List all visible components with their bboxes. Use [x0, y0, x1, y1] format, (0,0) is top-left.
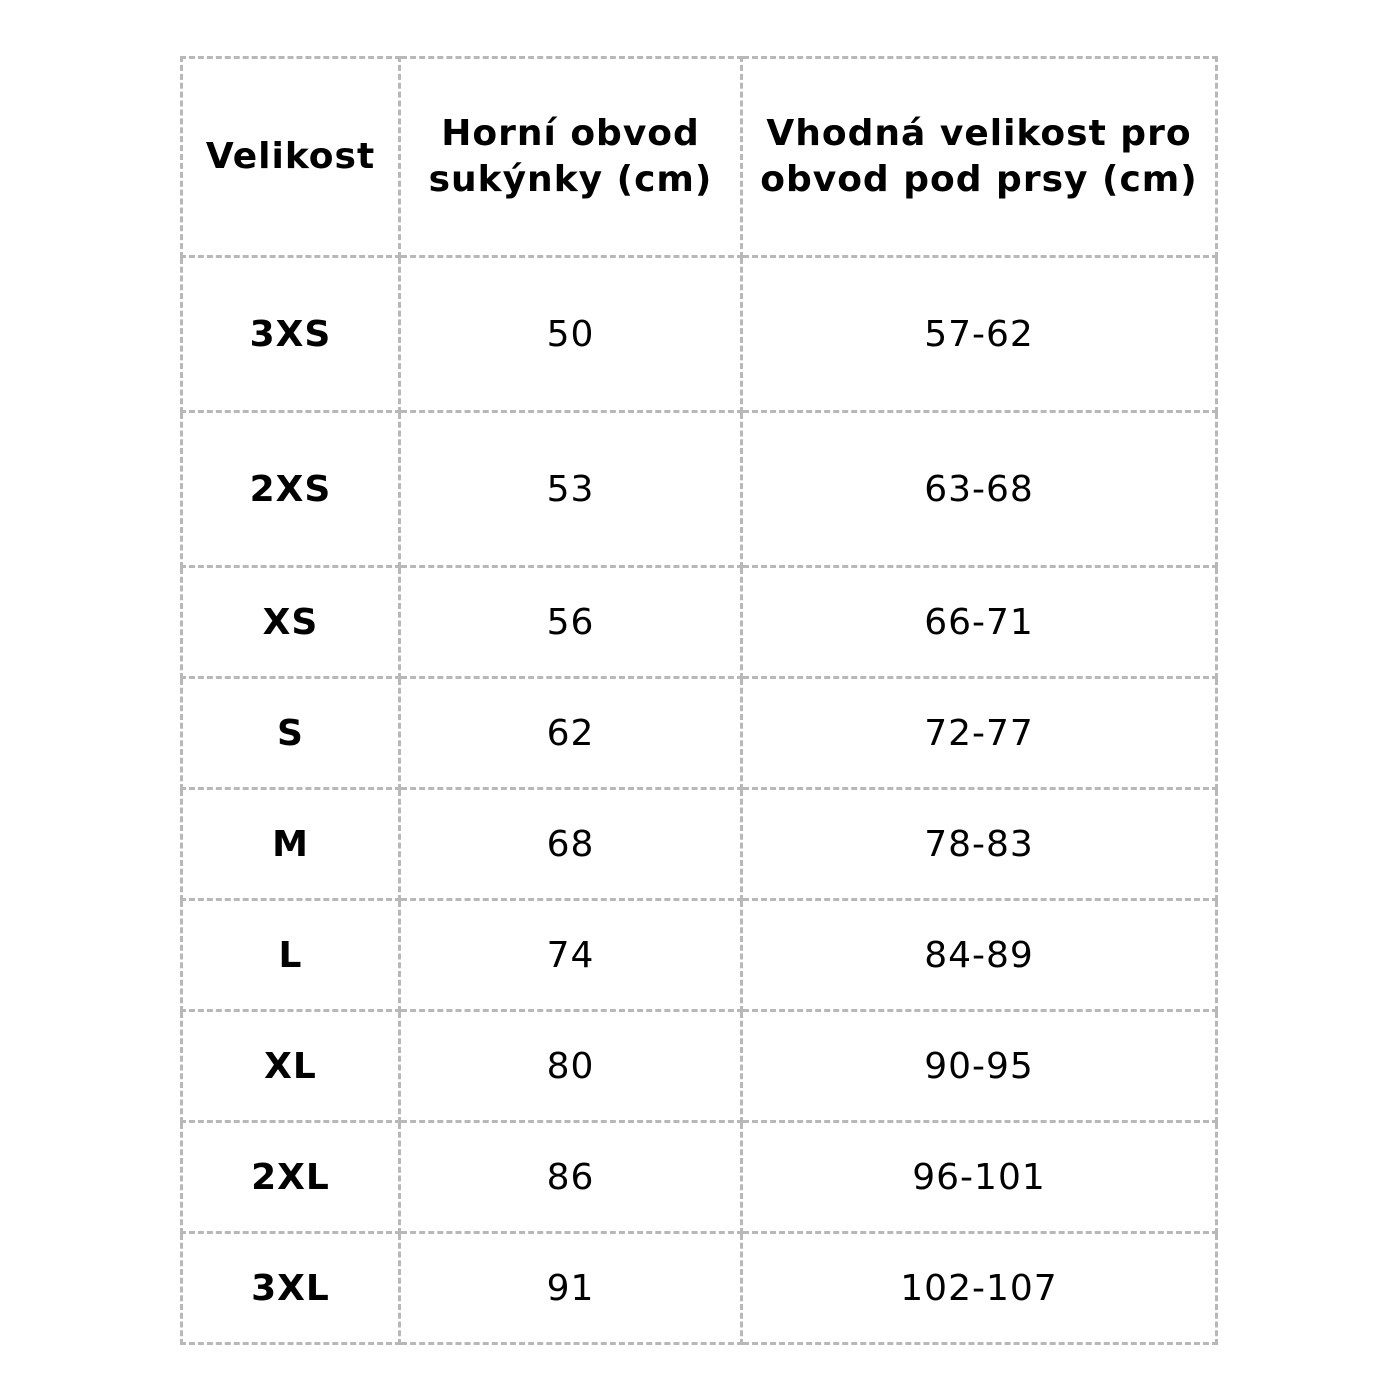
skirt-waist-cell: 50 [400, 257, 742, 412]
skirt-waist-cell: 56 [400, 567, 742, 678]
header-skirt-waist: Horní obvod sukýnky (cm) [400, 58, 742, 257]
size-cell: XL [182, 1011, 400, 1122]
size-cell: S [182, 678, 400, 789]
underbust-cell: 90-95 [742, 1011, 1217, 1122]
header-underbust: Vhodná velikost pro obvod pod prsy (cm) [742, 58, 1217, 257]
underbust-cell: 78-83 [742, 789, 1217, 900]
table-row [182, 1011, 1217, 1122]
table-row [182, 1233, 1217, 1344]
size-cell: M [182, 789, 400, 900]
table-row [182, 567, 1217, 678]
skirt-waist-cell: 74 [400, 900, 742, 1011]
table-row [182, 789, 1217, 900]
table-row [182, 412, 1217, 567]
size-cell: 3XS [182, 257, 400, 412]
table-row [182, 257, 1217, 412]
header-row [182, 58, 1217, 257]
underbust-cell: 72-77 [742, 678, 1217, 789]
underbust-cell: 63-68 [742, 412, 1217, 567]
size-cell: XS [182, 567, 400, 678]
size-cell: 3XL [182, 1233, 400, 1344]
size-chart-table [180, 56, 1218, 1345]
underbust-cell: 57-62 [742, 257, 1217, 412]
skirt-waist-cell: 80 [400, 1011, 742, 1122]
table-row [182, 1122, 1217, 1233]
skirt-waist-cell: 53 [400, 412, 742, 567]
size-cell: 2XL [182, 1122, 400, 1233]
skirt-waist-cell: 62 [400, 678, 742, 789]
header-size: Velikost [182, 58, 400, 257]
underbust-cell: 84-89 [742, 900, 1217, 1011]
skirt-waist-cell: 86 [400, 1122, 742, 1233]
underbust-cell: 66-71 [742, 567, 1217, 678]
skirt-waist-cell: 68 [400, 789, 742, 900]
size-cell: 2XS [182, 412, 400, 567]
underbust-cell: 96-101 [742, 1122, 1217, 1233]
underbust-cell: 102-107 [742, 1233, 1217, 1344]
table-row [182, 900, 1217, 1011]
skirt-waist-cell: 91 [400, 1233, 742, 1344]
size-cell: L [182, 900, 400, 1011]
table-row [182, 678, 1217, 789]
